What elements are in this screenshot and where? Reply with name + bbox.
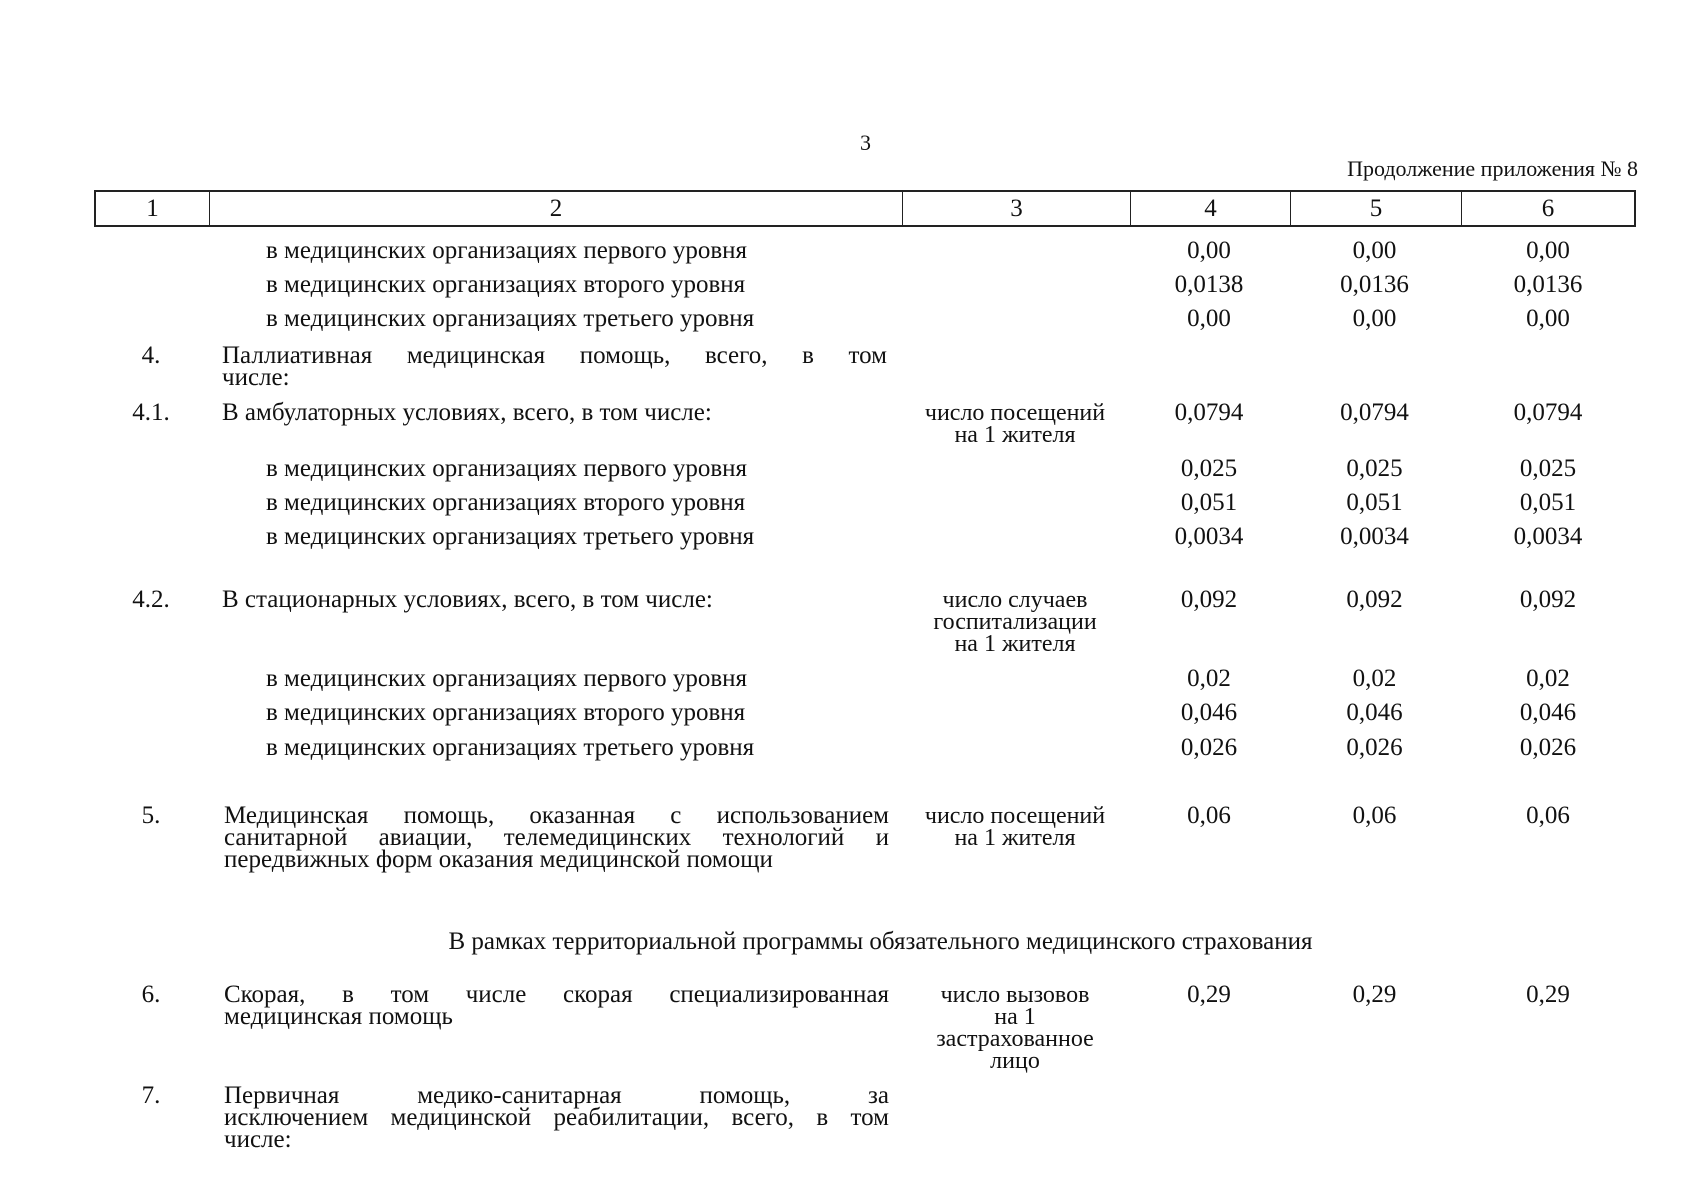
row-value-5: 0,00: [1352, 305, 1397, 332]
header-col-1: 1: [96, 192, 210, 225]
row-value-5: 0,0034: [1340, 523, 1409, 550]
row-value-6: 0,00: [1526, 305, 1570, 332]
row-value-4: 0,092: [1180, 586, 1238, 613]
row-value-5: 0,00: [1352, 237, 1397, 264]
row-value-5: 0,02: [1352, 665, 1397, 692]
row-value-4: 0,29: [1187, 981, 1231, 1008]
row-value-4: 0,0034: [1174, 523, 1244, 550]
row-unit-line: на 1 жителя: [954, 825, 1076, 851]
row-value-6: 0,0136: [1513, 271, 1583, 298]
row-unit-line: застрахованное: [936, 1026, 1094, 1052]
row-unit-line: число посещений: [924, 400, 1106, 426]
row-value-4: 0,0794: [1174, 399, 1244, 426]
row-description: в медицинских организациях первого уровня: [266, 237, 748, 264]
row-unit: [901, 402, 1129, 446]
row-value-5: 0,0794: [1340, 399, 1409, 426]
row-description-line: Скорая, в том числе скорая специализированная: [224, 981, 889, 1008]
row-value-6: 0,00: [1526, 237, 1570, 264]
row-number: 4.: [141, 342, 161, 369]
header-col-5: 5: [1291, 192, 1462, 225]
row-description: [224, 981, 889, 1030]
row-value-4: 0,02: [1187, 665, 1231, 692]
row-description: В амбулаторных условиях, всего, в том числе:: [222, 399, 712, 426]
row-description-line: исключением медицинской реабилитации, всего, в том: [224, 1104, 889, 1131]
row-description: в медицинских организациях второго уровня: [266, 699, 746, 726]
header-col-4: 4: [1131, 192, 1291, 225]
row-value-5: 0,051: [1346, 489, 1403, 516]
row-value-6: 0,02: [1526, 665, 1570, 692]
row-description-line: числе:: [222, 364, 290, 391]
row-value-4: 0,0138: [1174, 271, 1244, 298]
row-description: в медицинских организациях первого уровня: [266, 455, 748, 482]
row-unit-line: на 1 жителя: [954, 631, 1076, 657]
row-value-4: 0,00: [1187, 305, 1231, 332]
row-value-4: 0,00: [1187, 237, 1231, 264]
row-value-6: 0,025: [1519, 455, 1577, 482]
row-number: 5.: [141, 802, 161, 829]
row-unit-line: число случаев: [942, 587, 1088, 613]
row-value-6: 0,026: [1519, 734, 1577, 761]
row-unit: [901, 805, 1129, 849]
row-value-6: 0,046: [1519, 699, 1577, 726]
continuation-label: Продолжение приложения № 8: [1347, 156, 1638, 181]
row-value-6: 0,0794: [1513, 399, 1583, 426]
section-title: В рамках территориальной программы обязательного медицинского страхования: [448, 928, 1313, 955]
row-value-6: 0,29: [1526, 981, 1570, 1008]
row-description-line: медицинская помощь: [224, 1003, 453, 1030]
row-value-4: 0,06: [1187, 802, 1231, 829]
header-col-6: 6: [1541, 194, 1555, 222]
row-unit: [901, 589, 1129, 655]
row-unit: [901, 984, 1129, 1072]
row-description-line: Медицинская помощь, оказанная с использованием: [224, 802, 889, 829]
row-value-5: 0,29: [1352, 981, 1397, 1008]
row-number: 4.2.: [132, 586, 170, 613]
row-description: в медицинских организациях второго уровня: [266, 489, 746, 516]
header-col-2: 2: [210, 192, 903, 225]
row-unit-line: число посещений: [924, 803, 1106, 829]
header-col-3: 3: [903, 192, 1131, 225]
row-description-line: санитарной авиации, телемедицинских технологий и: [224, 824, 889, 851]
row-unit-line: число вызовов: [940, 982, 1090, 1008]
row-description: [222, 342, 887, 391]
row-description: в медицинских организациях второго уровня: [266, 271, 746, 298]
row-number: 6.: [141, 981, 161, 1008]
page-number: 3: [860, 130, 871, 155]
row-value-4: 0,051: [1180, 489, 1238, 516]
row-value-5: 0,092: [1346, 586, 1403, 613]
table-header: [94, 190, 1636, 227]
row-description: в медицинских организациях третьего уровня: [266, 305, 755, 332]
row-unit-line: на 1: [994, 1004, 1036, 1030]
row-description: В стационарных условиях, всего, в том числе:: [222, 586, 713, 613]
row-value-6: 0,06: [1526, 802, 1570, 829]
row-description-line: передвижных форм оказания медицинской помощи: [224, 846, 773, 873]
row-description: [224, 802, 889, 873]
row-description: в медицинских организациях первого уровня: [266, 665, 748, 692]
row-unit-line: лицо: [990, 1048, 1040, 1074]
row-value-5: 0,0136: [1340, 271, 1409, 298]
row-description: в медицинских организациях третьего уровня: [266, 734, 755, 761]
row-value-6: 0,0034: [1513, 523, 1583, 550]
row-number: 7.: [141, 1082, 161, 1109]
row-number: 4.1.: [132, 399, 170, 426]
row-value-5: 0,046: [1346, 699, 1403, 726]
row-value-4: 0,025: [1180, 455, 1238, 482]
row-value-6: 0,092: [1519, 586, 1577, 613]
row-description-line: Паллиативная медицинская помощь, всего, в том: [222, 342, 887, 369]
row-value-5: 0,026: [1346, 734, 1403, 761]
row-value-4: 0,046: [1180, 699, 1238, 726]
row-description: в медицинских организациях третьего уровня: [266, 523, 755, 550]
row-value-5: 0,025: [1346, 455, 1403, 482]
row-value-6: 0,051: [1519, 489, 1577, 516]
row-value-5: 0,06: [1352, 802, 1397, 829]
row-unit-line: на 1 жителя: [954, 422, 1076, 448]
row-description: [224, 1082, 889, 1153]
row-description-line: числе:: [224, 1126, 292, 1153]
row-value-4: 0,026: [1180, 734, 1238, 761]
row-unit-line: госпитализации: [933, 609, 1097, 635]
row-description-line: Первичная медико-санитарная помощь, за: [224, 1082, 889, 1109]
